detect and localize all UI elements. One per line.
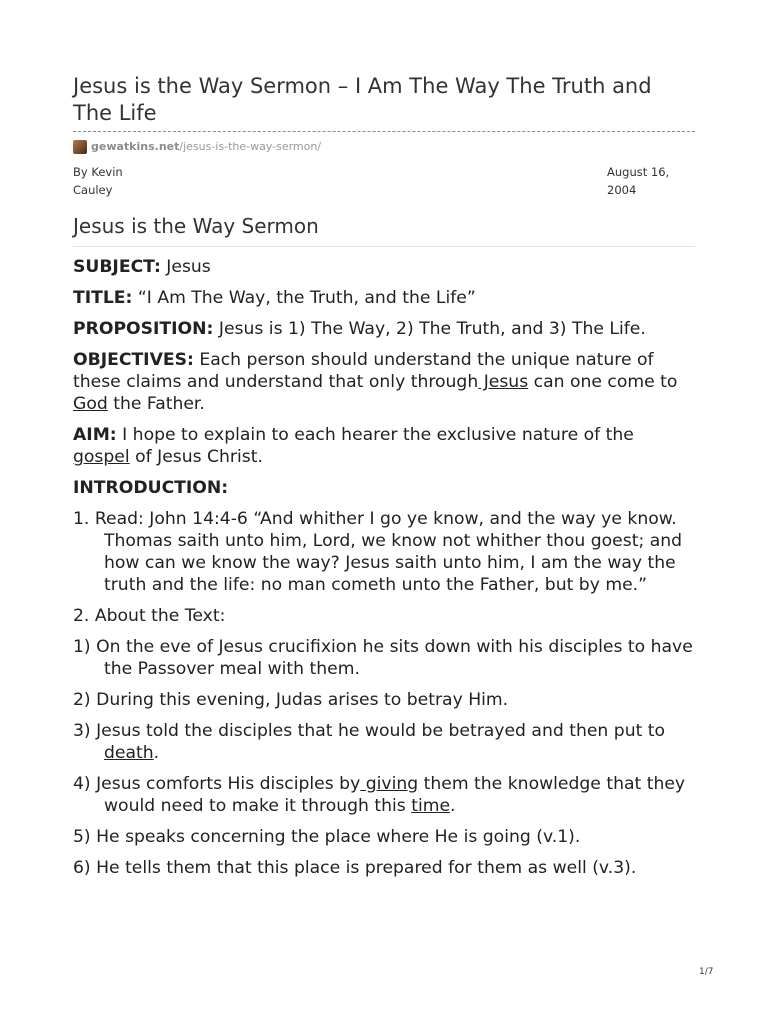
objectives-text: the Father. — [107, 394, 205, 414]
author-photo-icon — [73, 140, 87, 154]
sub-list-item: 5) He speaks concerning the place where He is going (v.1). — [73, 827, 581, 847]
article-body — [73, 256, 695, 888]
death-link[interactable]: death — [104, 743, 154, 763]
objectives-text: Each person should understand the unique nature of these claims and understand that only through — [73, 350, 654, 392]
objectives-text: can one come to — [528, 372, 678, 392]
byline: By Kevin Cauley — [73, 165, 123, 197]
page-number: 1/7 — [699, 967, 714, 977]
sub-item-text: . — [450, 796, 456, 816]
page-title: Jesus is the Way Sermon – I Am The Way The Truth and The Life — [73, 74, 652, 125]
introduction-label: INTRODUCTION: — [73, 478, 229, 498]
sub-item-text: 4) Jesus comforts His disciples by — [73, 774, 361, 794]
list-item: 2. About the Text: — [73, 606, 226, 626]
sub-list-item: 1) On the eve of Jesus crucifixion he sits down with his disciples to have the Passover meal with them. — [73, 637, 693, 679]
source-path[interactable]: /jesus-is-the-way-sermon/ — [179, 140, 322, 153]
objectives-label: OBJECTIVES: — [73, 350, 194, 370]
sub-item-text: . — [153, 743, 160, 763]
jesus-link[interactable]: Jesus — [478, 372, 529, 392]
god-link[interactable]: God — [73, 394, 108, 414]
publish-date: August 16, 2004 — [607, 165, 670, 197]
aim-text: of Jesus Christ. — [129, 447, 263, 467]
subject-label: SUBJECT: — [73, 257, 161, 277]
title-divider — [73, 131, 695, 132]
subject-value: Jesus — [160, 257, 211, 277]
proposition-line — [73, 318, 695, 340]
time-link[interactable]: time — [411, 796, 451, 816]
article-heading: Jesus is the Way Sermon — [73, 214, 319, 238]
sub-list-item: 6) He tells them that this place is prepared for them as well (v.3). — [73, 858, 637, 878]
list-item: 1. Read: John 14:4-6 “And whither I go ye know, and the way ye know. Thomas saith unto him, Lord, we know not whither thou goest; and how can we know the way? Jesus saith unto him, I am the way the truth and the life: no man cometh unto the Father, but by me.” — [73, 509, 683, 595]
sub-list-item — [73, 773, 695, 817]
sub-item-text: 3) Jesus told the disciples that he would be betrayed and then put to — [73, 721, 666, 741]
title-value: “I Am The Way, the Truth, and the Life” — [132, 288, 476, 308]
aim-text: I hope to explain to each hearer the exclusive nature of the — [116, 425, 634, 445]
sub-item-text: them the knowledge that they would need to make it through this — [104, 774, 686, 816]
subject-line — [73, 256, 695, 278]
sub-list-item — [73, 720, 695, 764]
proposition-label: PROPOSITION: — [73, 319, 214, 339]
gospel-link[interactable]: gospel — [73, 447, 130, 467]
source-link[interactable] — [73, 139, 321, 155]
giving-link[interactable]: giving — [360, 774, 419, 794]
proposition-value: Jesus is 1) The Way, 2) The Truth, and 3) The Life. — [213, 319, 646, 339]
introduction-heading — [73, 477, 695, 499]
sub-list-item: 2) During this evening, Judas arises to betray Him. — [73, 690, 509, 710]
objectives-paragraph — [73, 349, 695, 415]
source-domain[interactable]: gewatkins.net — [91, 140, 180, 153]
aim-paragraph — [73, 424, 695, 468]
title-line — [73, 287, 695, 309]
heading-divider — [73, 246, 695, 247]
aim-label: AIM: — [73, 425, 117, 445]
title-label: TITLE: — [73, 288, 133, 308]
